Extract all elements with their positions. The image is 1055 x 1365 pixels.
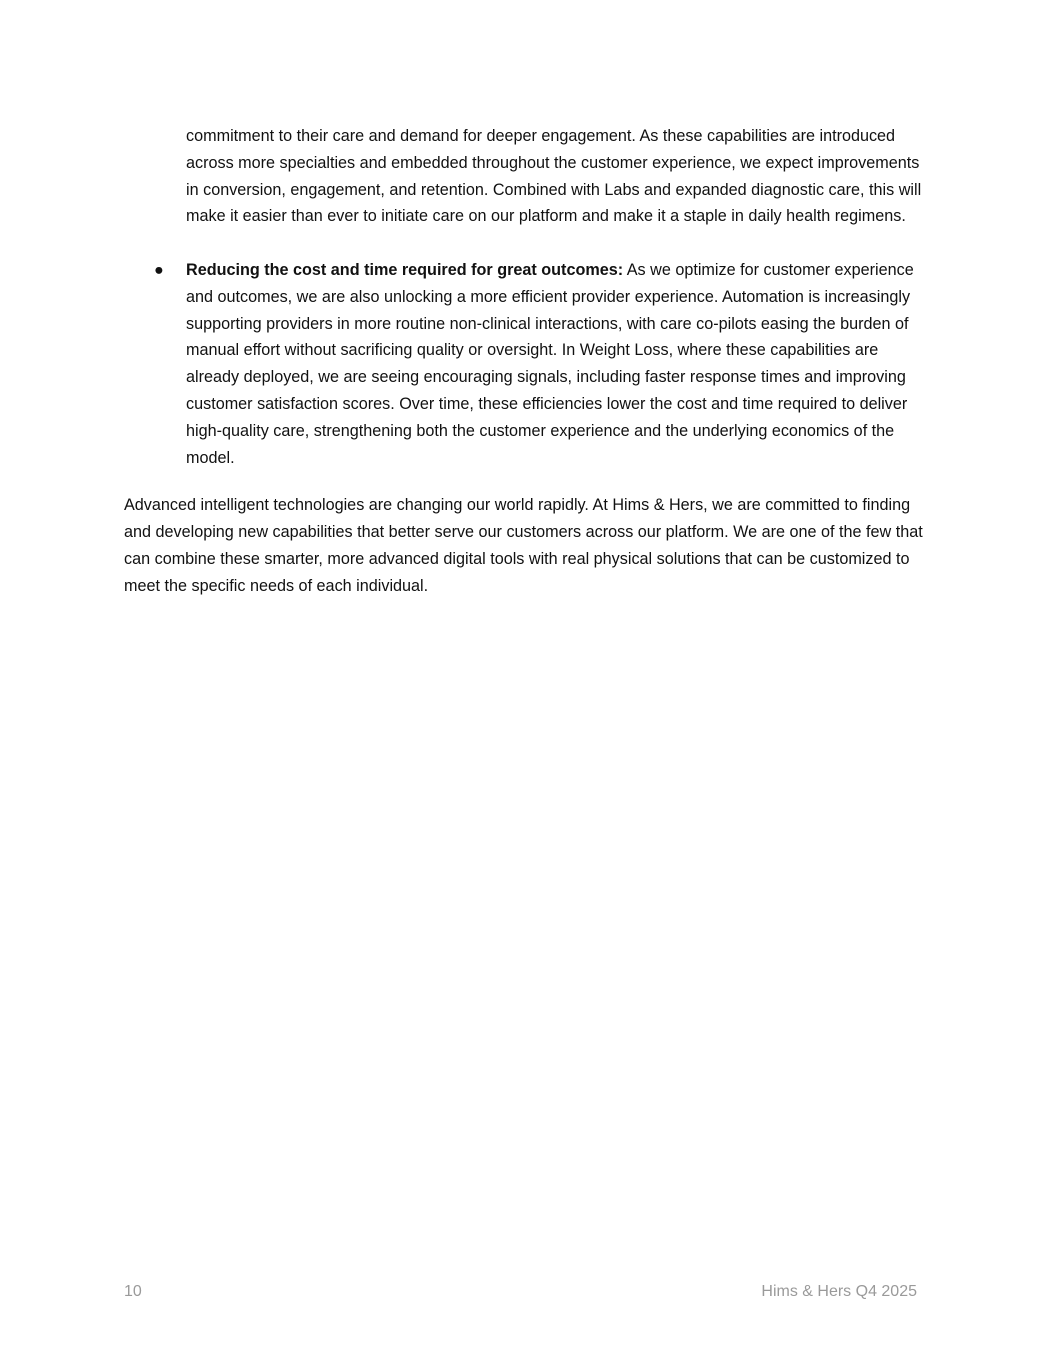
page-number: 10 — [124, 1283, 142, 1300]
list-item — [154, 257, 934, 471]
report-title: Hims & Hers Q4 2025 — [761, 1283, 917, 1300]
bullet-body-text: As we optimize for customer experience and outcomes, we are also unlocking a more efficient provider experience. Automation is increasingly supporting providers in more routine non-clinical interactions, with care co-pilots easing the burden of manual effort without sacrificing quality or oversight. In Weight Loss, where these capabilities are already deployed, we are seeing encouraging signals, including faster response times and improving customer satisfaction scores. Over time, these efficiencies lower the cost and time required to deliver high-quality care, strengthening both the customer experience and the underlying economics of the model. — [186, 260, 914, 467]
bullet-icon: ● — [154, 260, 164, 279]
bullet-lead-text: Reducing the cost and time required for great outcomes: — [186, 260, 624, 279]
page-content — [124, 123, 934, 600]
closing-paragraph: Advanced intelligent technologies are changing our world rapidly. At Hims & Hers, we are committed to finding and developing new capabilities that better serve our customers across our platform. We are one of the few that can combine these smarter, more advanced digital tools with real physical solutions that can be customized to meet the specific needs of each individual. — [124, 496, 923, 595]
continued-paragraph: commitment to their care and demand for deeper engagement. As these capabilities are introduced across more specialties and embedded throughout the customer experience, we expect improvements in conversion, engagement, and retention. Combined with Labs and expanded diagnostic care, this will make it easier than ever to initiate care on our platform and make it a staple in daily health regimens. — [186, 127, 922, 226]
